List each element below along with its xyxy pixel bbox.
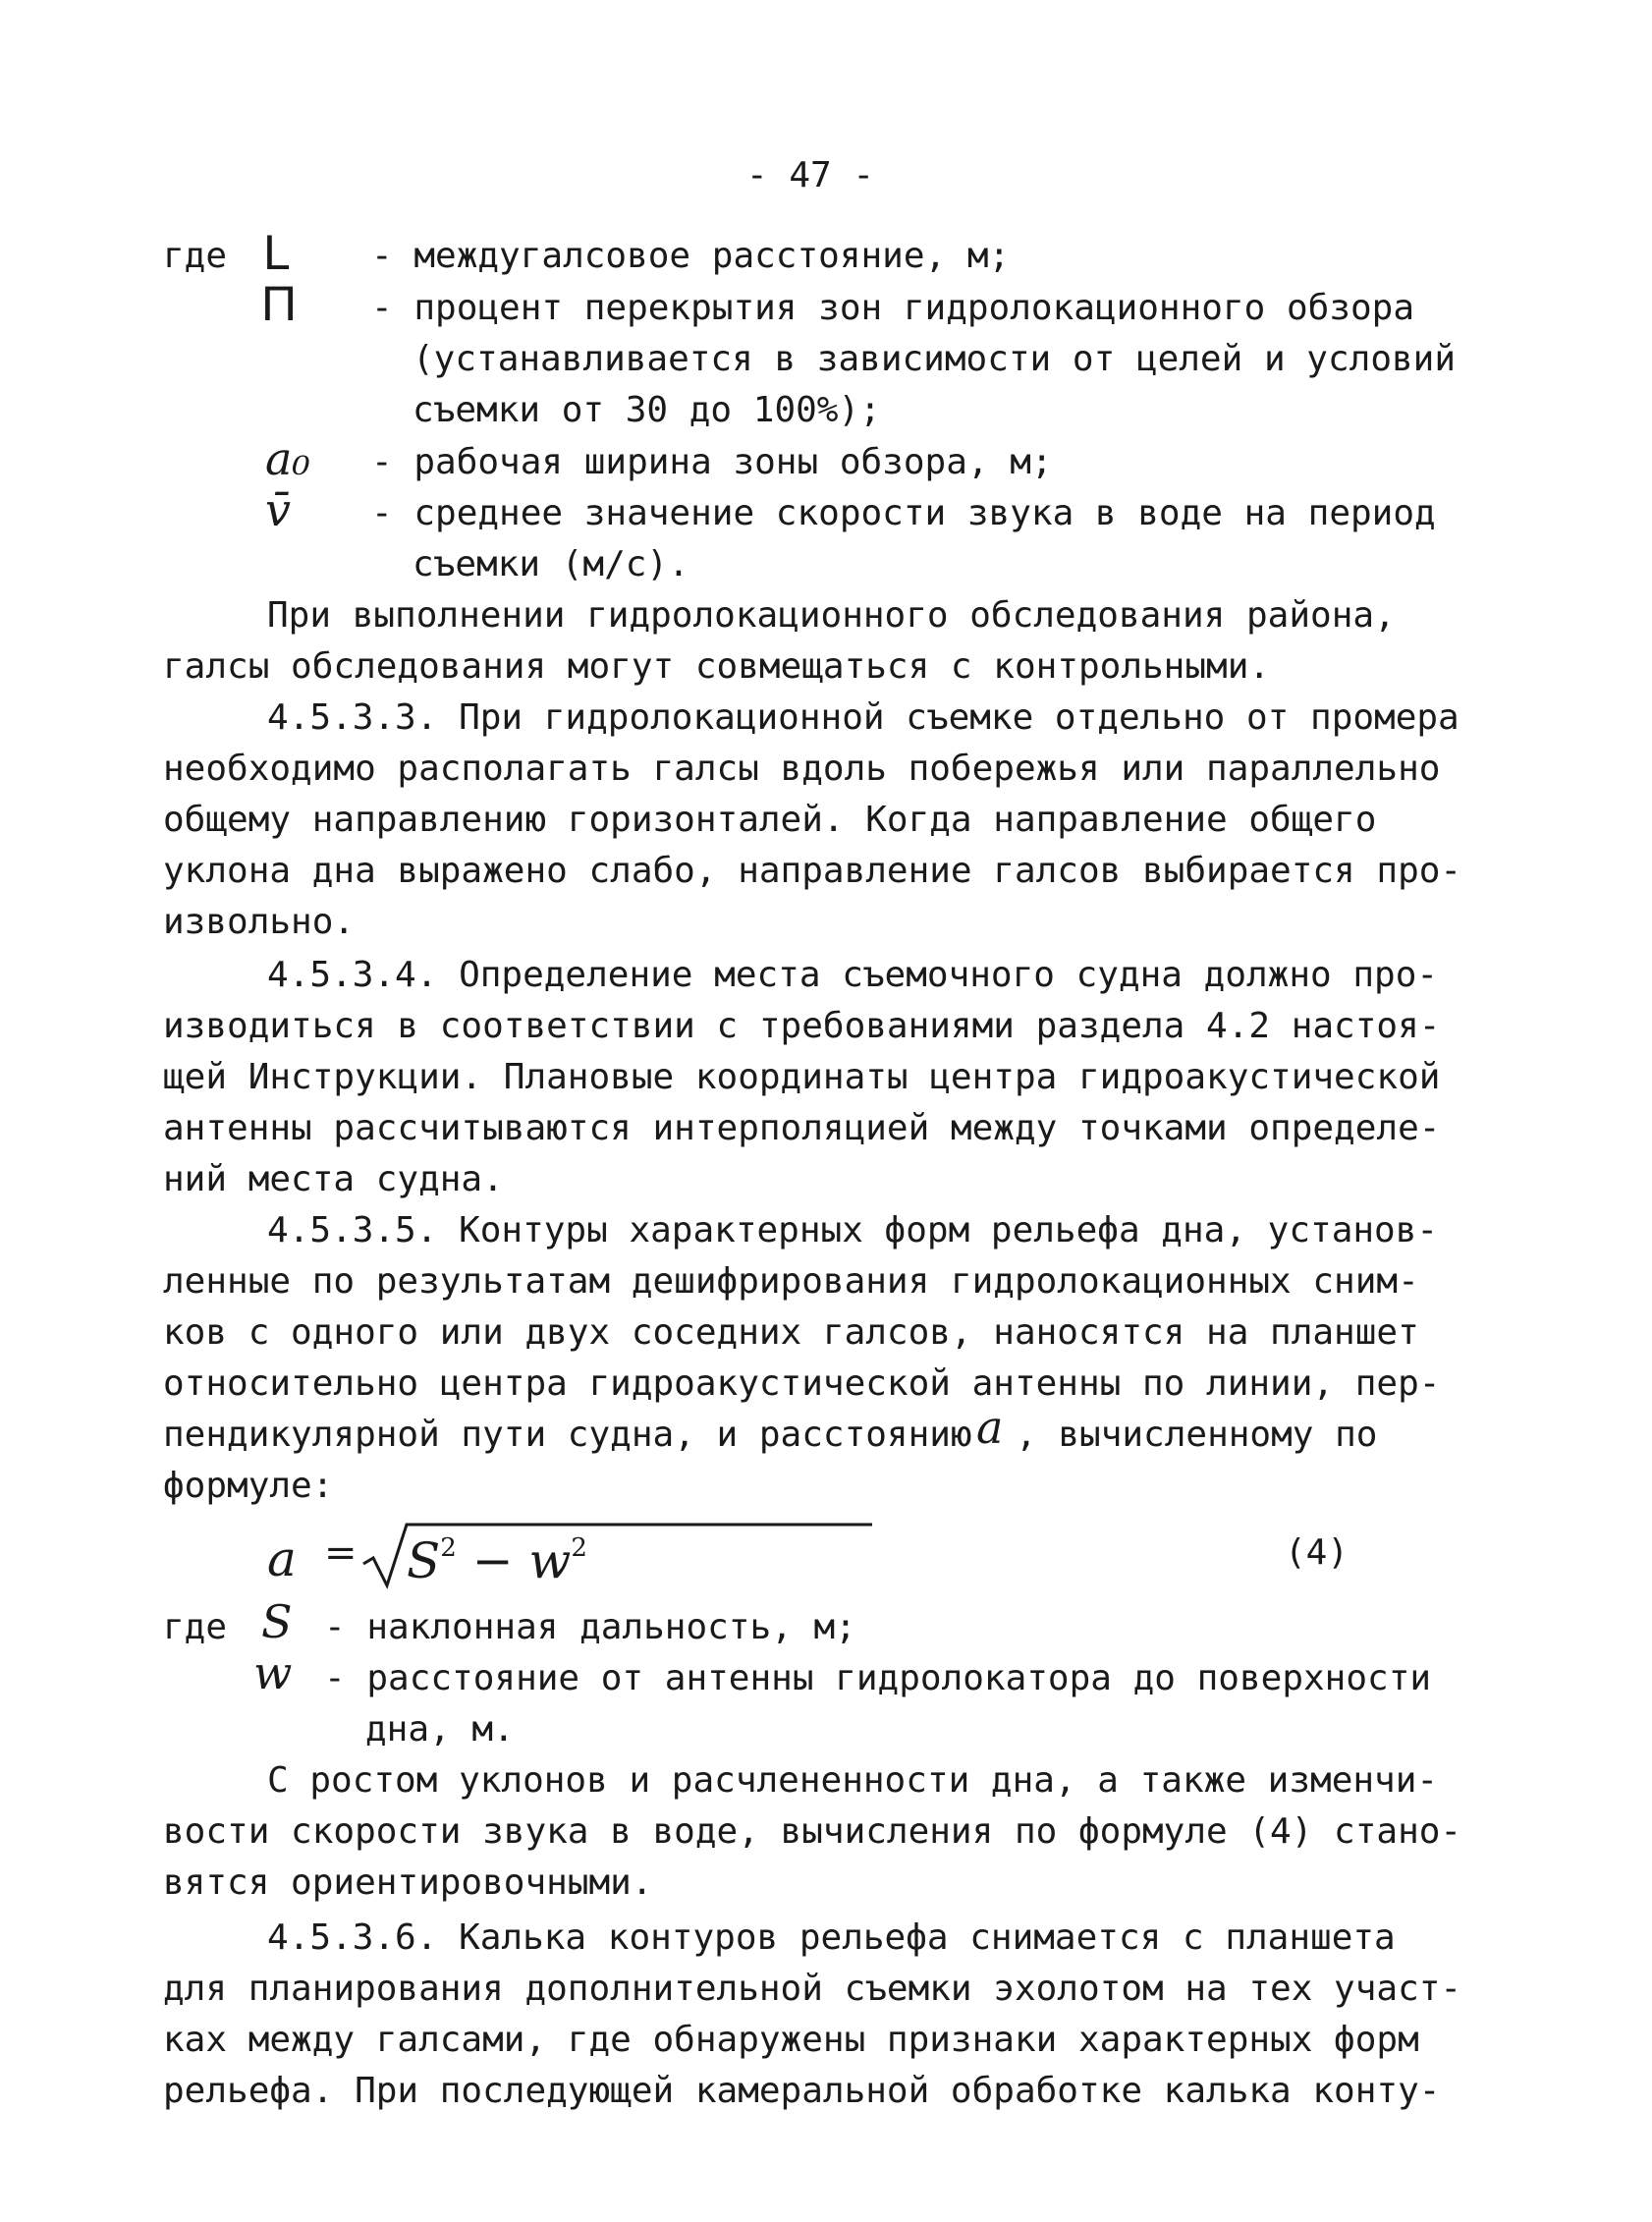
symbol-w: w <box>253 1646 293 1699</box>
definition-P-cont-1: (устанавливается в зависимости от целей и условий <box>413 339 1457 379</box>
paragraph-5-line-3: вятся ориентировочными. <box>163 1862 653 1903</box>
definition-v-cont: съемки (м/с). <box>413 544 689 584</box>
paragraph-4-line-6: формуле: <box>163 1466 334 1506</box>
formula-s-exponent: 2 <box>440 1533 457 1563</box>
paragraph-3-line-2: изводиться в соответствии с требованиями раздела 4.2 настоя- <box>163 1006 1441 1046</box>
symbol-P: П <box>261 276 297 331</box>
symbol-S: S <box>261 1595 293 1648</box>
definition-L: - междугалсовое расстояние, м; <box>371 236 1011 276</box>
symbol-a0: a₀ <box>265 432 310 485</box>
inline-symbol-a: a <box>976 1401 1004 1454</box>
where-label: где <box>163 236 228 276</box>
paragraph-3-line-3: щей Инструкции. Плановые координаты центра гидроакустической <box>163 1057 1441 1097</box>
paragraph-4-line-2: ленные по результатам дешифрирования гидролокационных сним- <box>163 1261 1419 1302</box>
paragraph-2-line-4: уклона дна выражено слабо, направление галсов выбирается про- <box>163 851 1462 891</box>
paragraph-5-line-1: С ростом уклонов и расчлененности дна, а также изменчи- <box>267 1760 1439 1801</box>
formula-number: (4) <box>1285 1532 1349 1573</box>
paragraph-1-line-1: При выполнении гидролокационного обследования района, <box>267 595 1396 636</box>
paragraph-4-line-1: 4.5.3.5. Контуры характерных форм рельефа дна, установ- <box>267 1210 1439 1250</box>
definition-v: - среднее значение скорости звука в воде на период <box>371 493 1436 533</box>
paragraph-3-line-1: 4.5.3.4. Определение места съемочного судна должно про- <box>267 955 1439 995</box>
definition-w-cont: дна, м. <box>365 1709 515 1750</box>
paragraph-6-line-3: ках между галсами, где обнаружены признаки характерных форм <box>163 2020 1419 2060</box>
formula-equals: = <box>324 1530 358 1576</box>
paragraph-4-line-4: относительно центра гидроакустической антенны по линии, пер- <box>163 1363 1441 1404</box>
page-number: - 47 - <box>746 155 875 195</box>
paragraph-4-line-5: пендикулярной пути судна, и расстоянию <box>163 1415 972 1455</box>
paragraph-2-line-2: необходимо располагать галсы вдоль побережья или параллельно <box>163 749 1441 789</box>
symbol-v-bar: v̄ <box>265 483 291 536</box>
paragraph-6-line-1: 4.5.3.6. Калька контуров рельефа снимается с планшета <box>267 1917 1396 1958</box>
paragraph-3-line-4: антенны рассчитываются интерполяцией между точками определе- <box>163 1108 1441 1148</box>
formula-s: S <box>407 1532 441 1589</box>
formula-lhs: a <box>267 1530 297 1587</box>
formula-w: w <box>528 1532 572 1589</box>
definition-a0: - рабочая ширина зоны обзора, м; <box>371 442 1053 482</box>
paragraph-6-line-4: рельефа. При последующей камеральной обработке калька конту- <box>163 2071 1441 2111</box>
paragraph-5-line-2: вости скорости звука в воде, вычисления по формуле (4) стано- <box>163 1811 1462 1852</box>
paragraph-2-line-5: извольно. <box>163 902 356 942</box>
definition-w: - расстояние от антенны гидролокатора до поверхности <box>324 1658 1432 1698</box>
paragraph-4-line-3: ков с одного или двух соседних галсов, наносятся на планшет <box>163 1312 1419 1353</box>
definition-S: - наклонная дальность, м; <box>324 1607 856 1647</box>
formula-minus: − <box>471 1532 514 1589</box>
paragraph-2-line-3: общему направлению горизонталей. Когда направление общего <box>163 800 1377 840</box>
definition-P: - процент перекрытия зон гидролокационного обзора <box>371 288 1415 328</box>
symbol-L: L <box>263 225 291 280</box>
paragraph-3-line-5: ний места судна. <box>163 1159 504 1199</box>
paragraph-6-line-2: для планирования дополнительной съемки эхолотом на тех участ- <box>163 1969 1462 2009</box>
paragraph-4-line-5-tail: , вычисленному по <box>1016 1415 1378 1455</box>
formula-radicand <box>407 1532 587 1589</box>
formula-w-exponent: 2 <box>571 1533 587 1563</box>
definition-P-cont-2: съемки от 30 до 100%); <box>413 390 881 430</box>
paragraph-1-line-2: галсы обследования могут совмещаться с контрольными. <box>163 646 1271 687</box>
paragraph-2-line-1: 4.5.3.3. При гидролокационной съемке отдельно от промера <box>267 697 1459 738</box>
where-label-2: где <box>163 1607 228 1647</box>
